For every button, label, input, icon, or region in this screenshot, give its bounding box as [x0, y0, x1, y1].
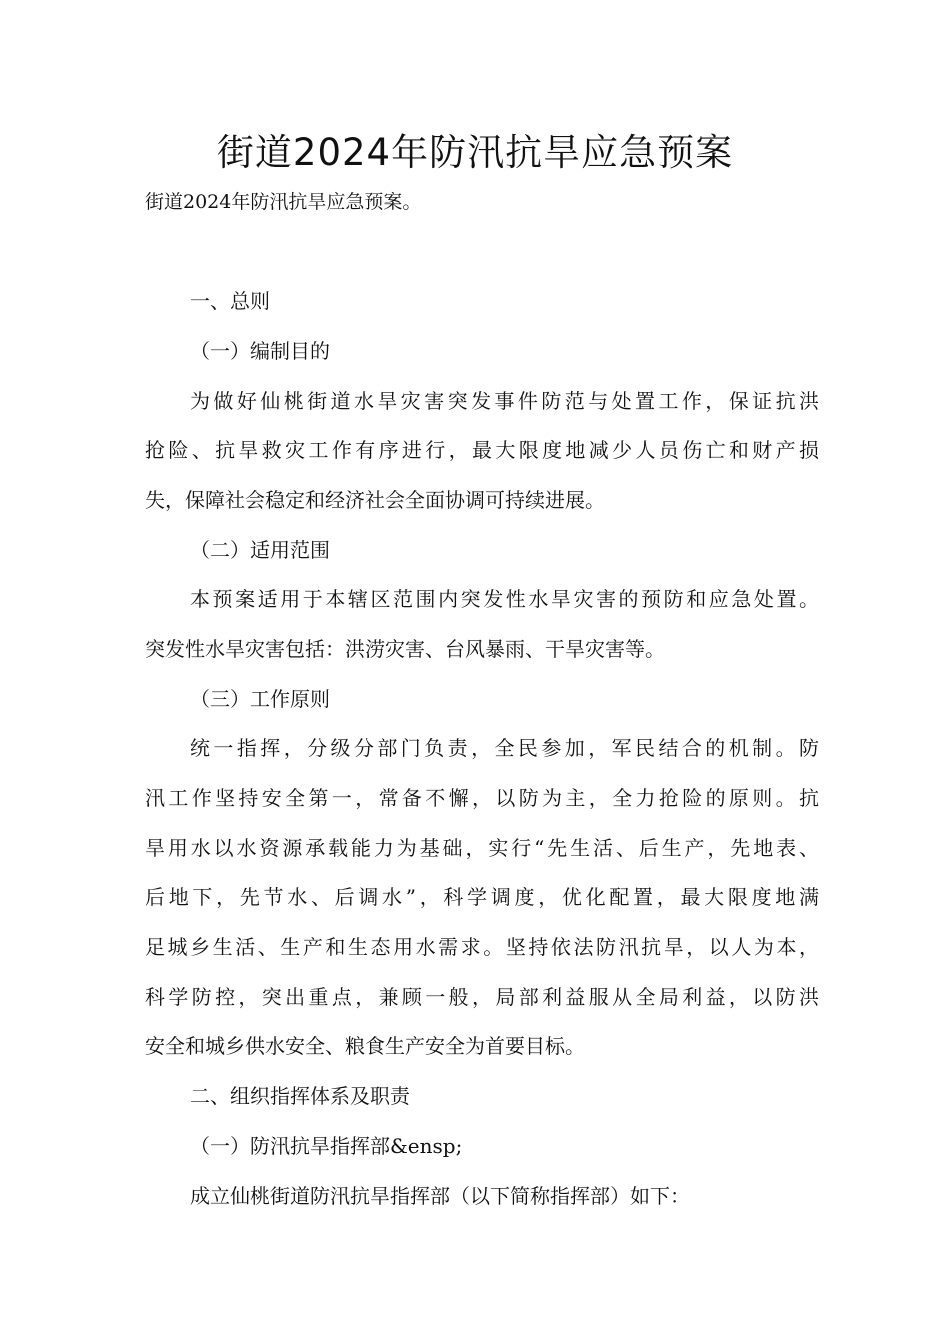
paragraph-line: 成立仙桃街道防汛抗旱指挥部（以下简称指挥部）如下：: [190, 1184, 690, 1208]
paragraph-line: 失，保障社会稳定和经济社会全面协调可持续进展。: [145, 488, 605, 512]
paragraph-line: 抢险、抗旱救灾工作有序进行，最大限度地减少人员伤亡和财产损: [145, 438, 819, 462]
subsection-heading-principles: （三）工作原则: [190, 687, 330, 711]
section-heading-general: 一、总则: [190, 289, 270, 313]
paragraph-line: 后地下，先节水、后调水”，科学调度，优化配置，最大限度地满: [145, 885, 819, 909]
document-subtitle: 街道2024年防汛抗旱应急预案。: [145, 191, 422, 213]
paragraph-line: 本预案适用于本辖区范围内突发性水旱灾害的预防和应急处置。: [190, 587, 819, 611]
paragraph-line: 突发性水旱灾害包括：洪涝灾害、台风暴雨、干旱灾害等。: [145, 637, 665, 661]
section-heading-organization: 二、组织指挥体系及职责: [190, 1084, 410, 1108]
paragraph-line: 旱用水以水资源承载能力为基础，实行“先生活、后生产，先地表、: [145, 836, 819, 860]
subsection-heading-command: （一）防汛抗旱指挥部&ensp;: [190, 1134, 463, 1158]
document-title: 街道2024年防汛抗旱应急预案: [216, 131, 734, 174]
paragraph-line: 汛工作坚持安全第一，常备不懈，以防为主，全力抢险的原则。抗: [145, 786, 819, 810]
paragraph-line: 安全和城乡供水安全、粮食生产安全为首要目标。: [145, 1034, 585, 1058]
paragraph-line: 科学防控，突出重点，兼顾一般，局部利益服从全局利益，以防洪: [145, 985, 819, 1009]
paragraph-line: 统一指挥，分级分部门负责，全民参加，军民结合的机制。防: [190, 736, 819, 760]
subsection-heading-scope: （二）适用范围: [190, 538, 330, 562]
paragraph-line: 足城乡生活、生产和生态用水需求。坚持依法防汛抗旱，以人为本，: [145, 935, 819, 959]
paragraph-line: 为做好仙桃街道水旱灾害突发事件防范与处置工作，保证抗洪: [190, 389, 819, 413]
subsection-heading-purpose: （一）编制目的: [190, 339, 330, 363]
